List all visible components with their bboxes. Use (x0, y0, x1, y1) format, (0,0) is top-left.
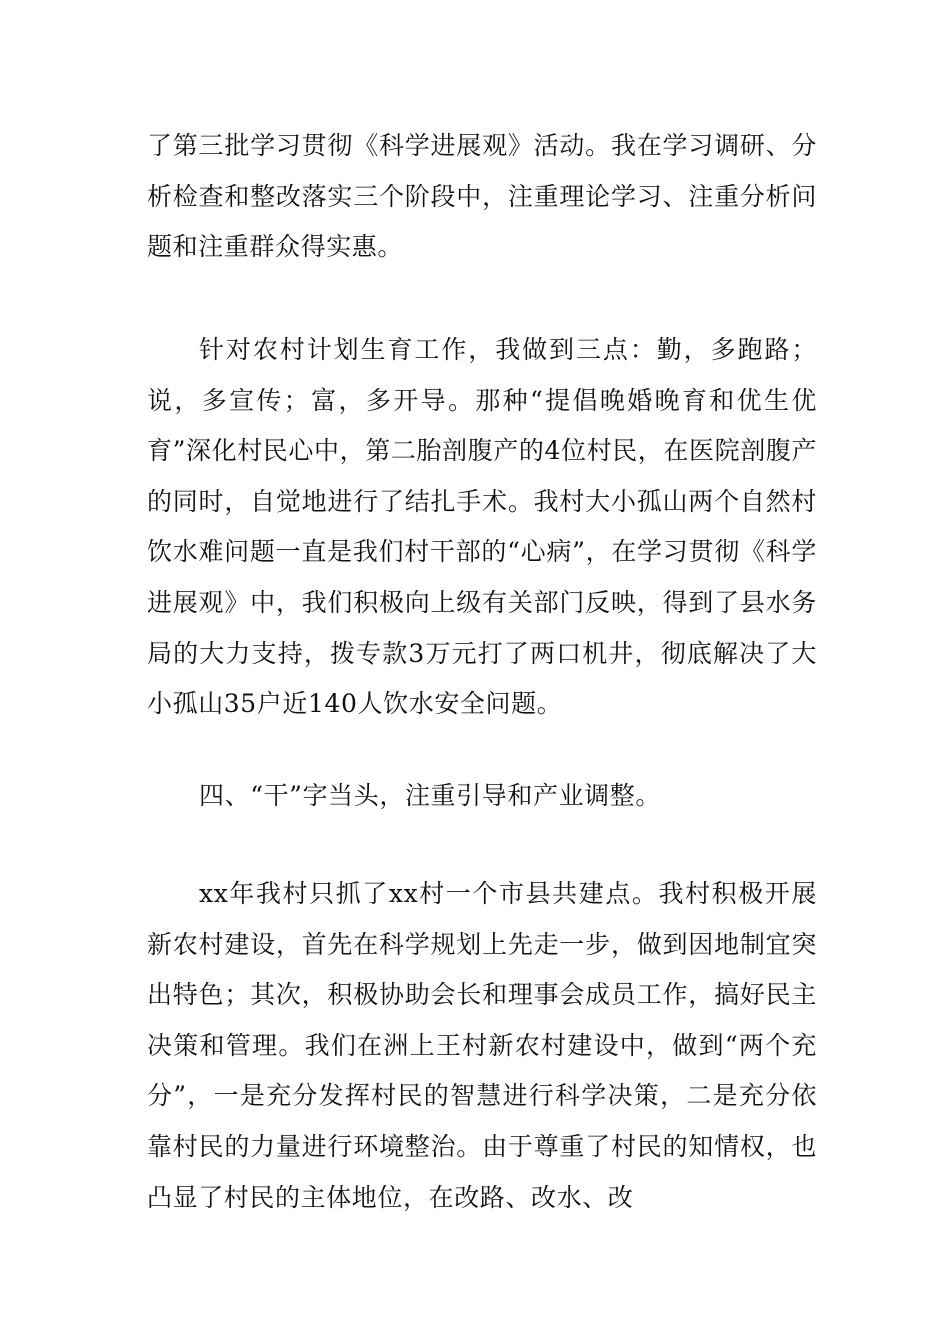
section-heading-four: 四、“干”字当头，注重引导和产业调整。 (199, 781, 661, 810)
paragraph-continuation: 了第三批学习贯彻《科学进展观》活动。我在学习调研、分析检查和整改落实三个阶段中，注重理论学习、注重分析问题和注重群众得实惠。 (147, 131, 817, 262)
paragraph-new-village-construction: xx年我村只抓了xx村一个市县共建点。我村积极开展新农村建设，首先在科学规划上先走一步，做到因地制宜突出特色；其次，积极协助会长和理事会成员工作，搞好民主决策和管理。我们在洲上王村新农村建设中，做到“两个充分”，一是充分发挥村民的智慧进行科学决策，二是充分依靠村民的力量进行环境整治。由于尊重了村民的知情权，也凸显了村民的主体地位，在改路、改水、改 (147, 879, 817, 1212)
paragraph-family-planning-water: 针对农村计划生育工作，我做到三点：勤，多跑路；说，多宣传；富，多开导。那种“提倡晚婚晚育和优生优育”深化村民心中，第二胎剖腹产的4位村民，在医院剖腹产的同时，自觉地进行了结扎手术。我村大小孤山两个自然村饮水难问题一直是我们村干部的“心病”，在学习贯彻《科学进展观》中，我们积极向上级有关部门反映，得到了县水务局的大力支持，拨专款3万元打了两口机井，彻底解决了大小孤山35户近140人饮水安全问题。 (147, 335, 817, 719)
